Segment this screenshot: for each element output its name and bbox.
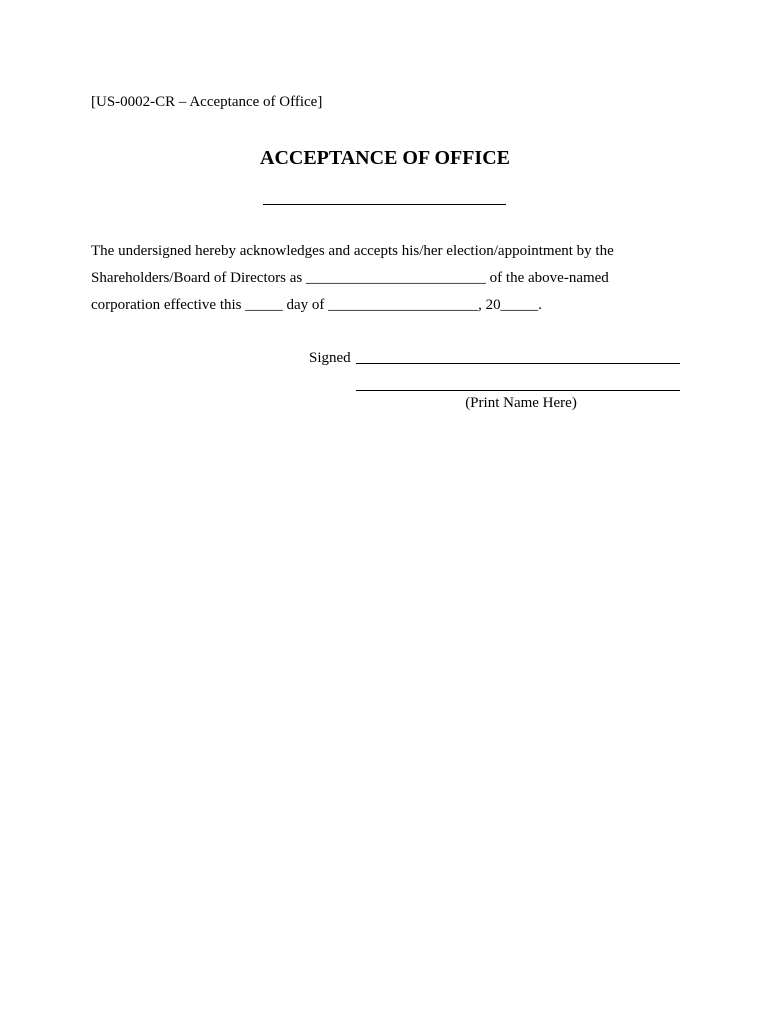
page-title: ACCEPTANCE OF OFFICE xyxy=(260,147,510,169)
body-text-line-1: The undersigned hereby acknowledges and accepts his/her election/appointment by the xyxy=(91,243,614,259)
document-reference: [US-0002-CR – Acceptance of Office] xyxy=(91,94,323,110)
title-underline-blank xyxy=(263,204,506,205)
body-text-line-2: Shareholders/Board of Directors as ________________________ of the above-named xyxy=(91,270,609,286)
body-text-line-3: corporation effective this _____ day of ____________________, 20_____. xyxy=(91,297,542,313)
signed-label: Signed xyxy=(309,350,351,366)
print-name-line xyxy=(356,390,680,391)
signature-line xyxy=(356,363,680,364)
print-name-caption: (Print Name Here) xyxy=(465,395,577,411)
